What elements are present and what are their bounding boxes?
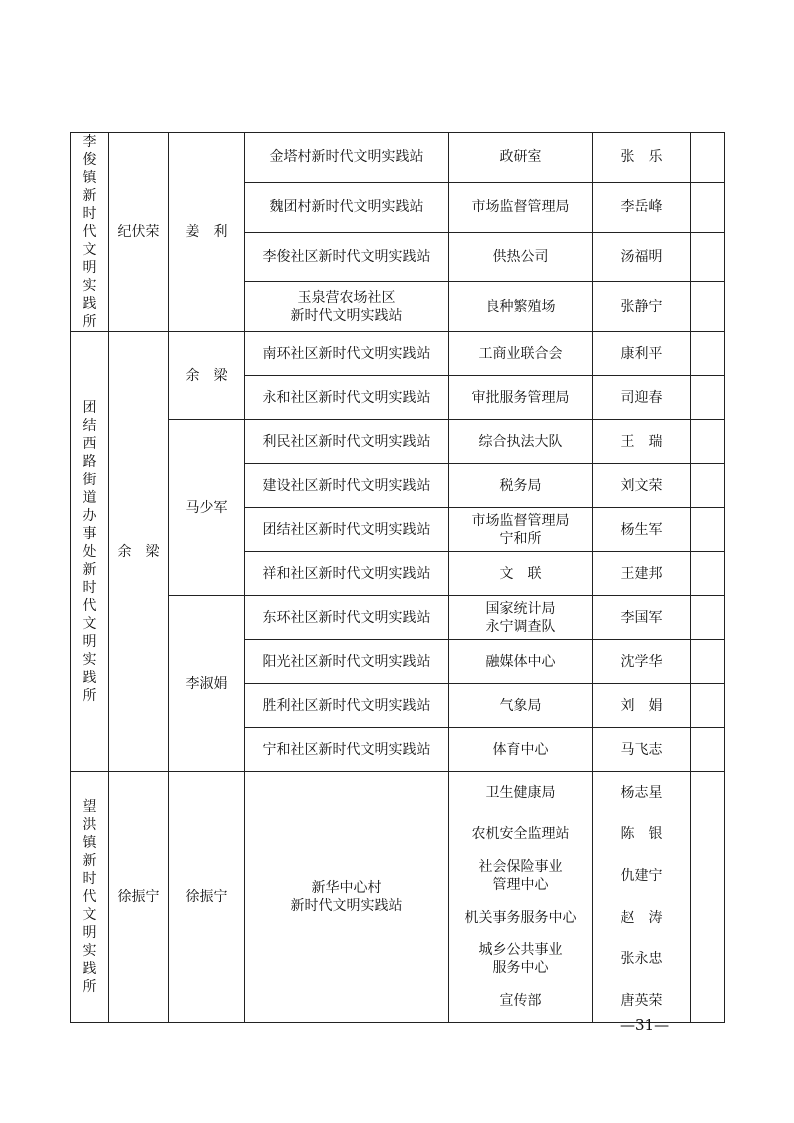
station-cell: 南环社区新时代文明实践站	[245, 332, 449, 376]
table-row	[71, 420, 725, 464]
blank-cell	[691, 464, 725, 508]
liaison-cell: 姜 利	[169, 133, 245, 332]
blank-cell	[691, 232, 725, 282]
person-cell: 张静宁	[593, 282, 691, 332]
liaison-cell: 徐振宁	[169, 772, 245, 1023]
unit-cell: 市场监督管理局 宁和所	[449, 508, 593, 552]
unit-item: 机关事务服务中心	[464, 909, 577, 926]
blank-cell	[691, 508, 725, 552]
station-cell: 祥和社区新时代文明实践站	[245, 552, 449, 596]
liaison-cell: 余 梁	[169, 332, 245, 420]
unit-cell: 审批服务管理局	[449, 376, 593, 420]
leader-cell: 纪伏荣	[109, 133, 169, 332]
blank-cell	[691, 376, 725, 420]
person-cell: 汤福明	[593, 232, 691, 282]
leader-cell: 余 梁	[109, 332, 169, 772]
person-cell: 李国军	[593, 596, 691, 640]
page-number: —31—	[620, 1016, 670, 1034]
unit-cell: 气象局	[449, 684, 593, 728]
unit-cell: 融媒体中心	[449, 640, 593, 684]
person-list	[593, 772, 690, 1022]
person-cell: 王建邦	[593, 552, 691, 596]
station-cell: 新华中心村 新时代文明实践站	[245, 772, 449, 1023]
unit-item: 宣传部	[499, 993, 542, 1010]
unit-cell: 供热公司	[449, 232, 593, 282]
blank-cell	[691, 728, 725, 772]
person-cell: 司迎春	[593, 376, 691, 420]
unit-item: 城乡公共事业 服务中心	[478, 942, 563, 977]
station-cell: 胜利社区新时代文明实践站	[245, 684, 449, 728]
blank-cell	[691, 282, 725, 332]
person-cell: 王 瑞	[593, 420, 691, 464]
unit-item: 农机安全监理站	[471, 826, 570, 843]
liaison-cell: 马少军	[169, 420, 245, 596]
unit-cell: 文 联	[449, 552, 593, 596]
person-item: 唐英荣	[620, 993, 663, 1010]
unit-item: 社会保险事业 管理中心	[478, 859, 563, 894]
unit-cell: 综合执法大队	[449, 420, 593, 464]
town-cell: 李俊镇新时代文明实践所	[71, 133, 109, 332]
town-cell: 团结西路街道办事处新时代文明实践所	[71, 332, 109, 772]
unit-cell: 体育中心	[449, 728, 593, 772]
unit-cell: 市场监督管理局	[449, 182, 593, 232]
person-cell: 马飞志	[593, 728, 691, 772]
unit-item: 卫生健康局	[485, 784, 556, 801]
station-cell: 建设社区新时代文明实践站	[245, 464, 449, 508]
unit-cell: 政研室	[449, 133, 593, 183]
blank-cell	[691, 772, 725, 1023]
unit-cell: 国家统计局 永宁调查队	[449, 596, 593, 640]
person-item: 赵 涛	[620, 909, 663, 926]
blank-cell	[691, 684, 725, 728]
station-cell: 李俊社区新时代文明实践站	[245, 232, 449, 282]
blank-cell	[691, 640, 725, 684]
unit-cell: 税务局	[449, 464, 593, 508]
person-cell: 李岳峰	[593, 182, 691, 232]
table-row	[71, 772, 725, 1023]
blank-cell	[691, 133, 725, 183]
person-cell: 康利平	[593, 332, 691, 376]
person-item: 张永忠	[620, 951, 663, 968]
person-item: 仇建宁	[620, 868, 663, 885]
assignment-table	[70, 132, 725, 1023]
station-cell: 魏团村新时代文明实践站	[245, 182, 449, 232]
blank-cell	[691, 420, 725, 464]
blank-cell	[691, 596, 725, 640]
station-cell: 金塔村新时代文明实践站	[245, 133, 449, 183]
station-cell: 东环社区新时代文明实践站	[245, 596, 449, 640]
person-cell: 刘 娟	[593, 684, 691, 728]
person-cell: 杨生军	[593, 508, 691, 552]
blank-cell	[691, 552, 725, 596]
station-cell: 玉泉营农场社区 新时代文明实践站	[245, 282, 449, 332]
station-cell: 阳光社区新时代文明实践站	[245, 640, 449, 684]
person-cell: 沈学华	[593, 640, 691, 684]
station-cell: 利民社区新时代文明实践站	[245, 420, 449, 464]
station-cell: 永和社区新时代文明实践站	[245, 376, 449, 420]
unit-cell: 工商业联合会	[449, 332, 593, 376]
unit-cell: 良种繁殖场	[449, 282, 593, 332]
table-row	[71, 596, 725, 640]
blank-cell	[691, 182, 725, 232]
unit-stack-cell	[449, 772, 593, 1023]
person-cell: 刘文荣	[593, 464, 691, 508]
table-row	[71, 133, 725, 183]
person-item: 杨志星	[620, 784, 663, 801]
leader-cell: 徐振宁	[109, 772, 169, 1023]
unit-list	[449, 772, 592, 1022]
person-stack-cell	[593, 772, 691, 1023]
person-item: 陈 银	[620, 826, 663, 843]
station-cell: 宁和社区新时代文明实践站	[245, 728, 449, 772]
table-row	[71, 332, 725, 376]
station-cell: 团结社区新时代文明实践站	[245, 508, 449, 552]
person-cell: 张 乐	[593, 133, 691, 183]
town-cell: 望洪镇新时代文明实践所	[71, 772, 109, 1023]
blank-cell	[691, 332, 725, 376]
liaison-cell: 李淑娟	[169, 596, 245, 772]
